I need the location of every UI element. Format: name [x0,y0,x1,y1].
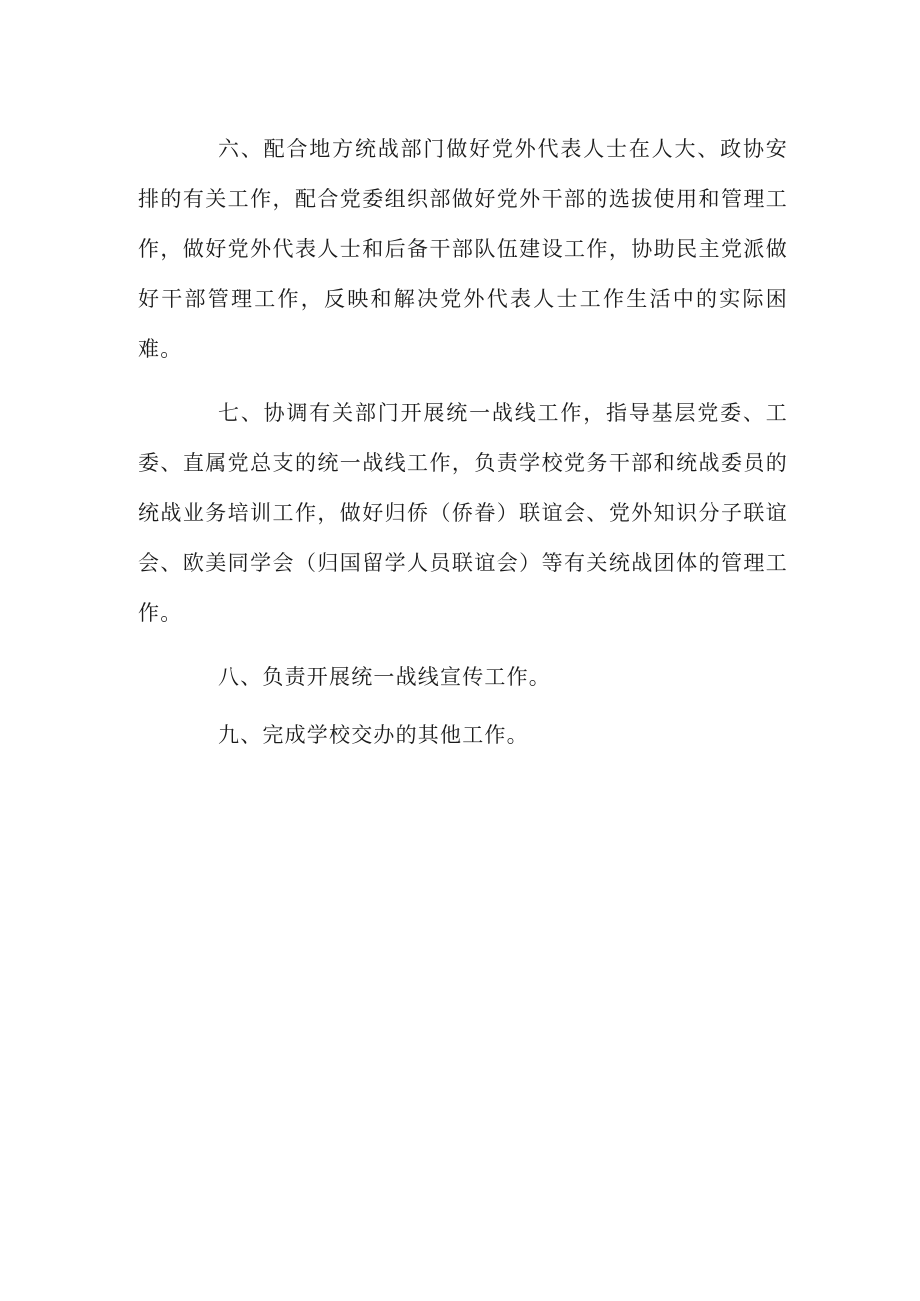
document-body [138,124,788,760]
paragraph-item-8: 八、负责开展统一战线宣传工作。 [218,665,551,689]
paragraph-spacer [138,374,788,388]
paragraph-spacer [138,702,788,710]
paragraph-item-6: 六、配合地方统战部门做好党外代表人士在人大、政协安排的有关工作，配合党委组织部做好党外干部的选拔使用和管理工作，做好党外代表人士和后备干部队伍建设工作，协助民主党派做好干部管理工作，反映和解决党外代表人士工作生活中的实际困难。 [138,137,788,361]
paragraph-item-7: 七、协调有关部门开展统一战线工作，指导基层党委、工委、直属党总支的统一战线工作，负责学校党务干部和统战委员的统战业务培训工作，做好归侨（侨眷）联谊会、党外知识分子联谊会、欧美同学会（归国留学人员联谊会）等有关统战团体的管理工作。 [138,401,788,625]
paragraph-item-9: 九、完成学校交办的其他工作。 [218,723,529,747]
paragraph-spacer [138,638,788,652]
